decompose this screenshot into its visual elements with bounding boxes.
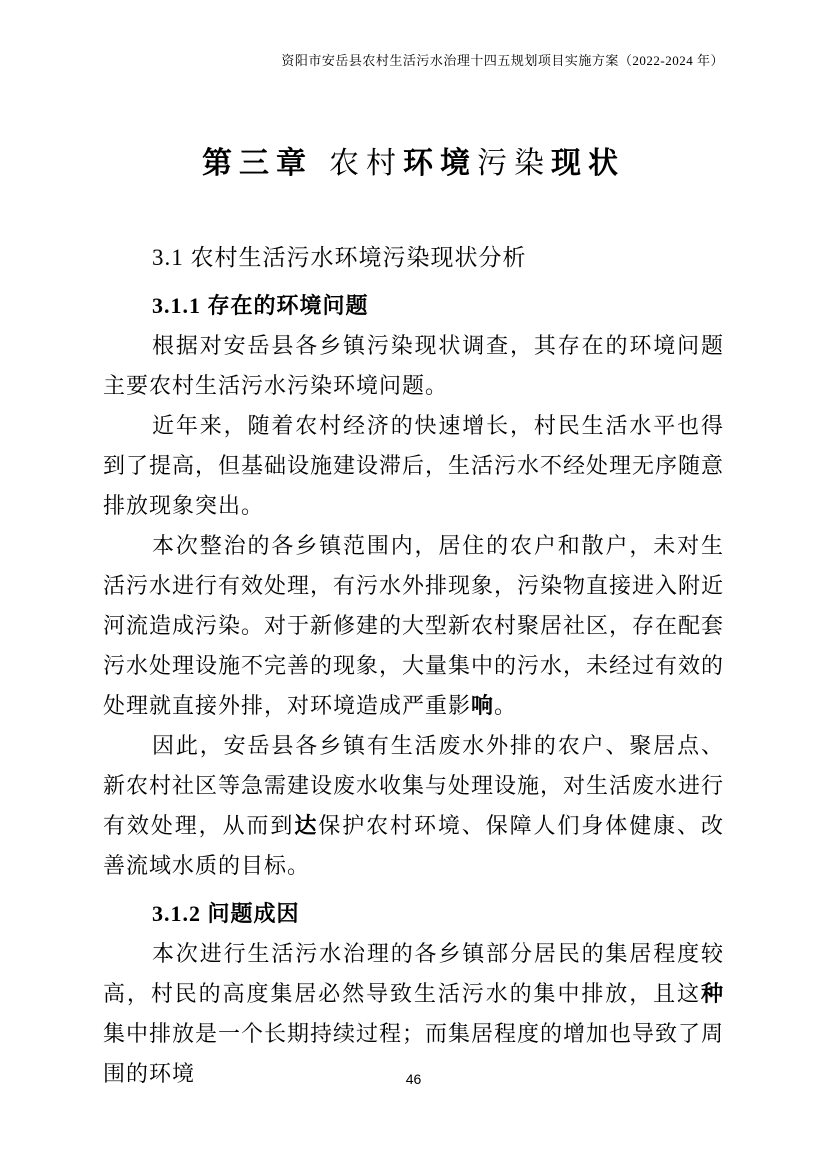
title-text-run: 环境 [403,147,477,180]
bold-text-run: 达 [294,813,319,838]
running-header: 资阳市安岳县农村生活污水治理十四五规划项目实施方案（2022-2024 年） [281,53,724,68]
text-run: 。 [494,693,518,718]
paragraph-existing-problems-4 [103,726,724,886]
text-run: 保护农村环境、保障人们身体健康、改善流域水质的目标。 [103,813,724,878]
text-run: 本次整治的各乡镇范围内，居住的农户和散户，未对生活污水进行有效处理，有污水外排现象，污染物直接进入附近河流造成污染。对于新修建的大型新农村聚居社区，存在配套污水处理设施不完善的现象，大量集中的污水，未经过有效的处理就直接外排，对环境造成严重影 [103,533,725,718]
section-3-1-2-heading: 3.1.2 问题成因 [152,901,300,926]
title-text-run: 污染 [477,147,551,180]
paragraph-existing-problems-3 [103,526,724,726]
section-3-1-1-heading: 3.1.1 存在的环境问题 [152,293,369,318]
bold-text-run: 响 [471,693,495,718]
paragraph-existing-problems-1: 根据对安岳县各乡镇污染现状调查，其存在的环境问题主要农村生活污水污染环境问题。 [103,333,724,398]
document-body [103,238,724,1094]
chapter-title-number: 第三章 [202,147,313,180]
text-run: 因此，安岳县各乡镇有生活废水外排的农户、聚居点、新农村社区等急需建设废水收集与处理设施，对生活废水进行有效处理，从而到 [103,733,725,838]
title-text-run: 现状 [551,147,625,180]
section-3-1-heading: 3.1 农村生活污水环境污染现状分析 [152,245,527,270]
paragraph-existing-problems-2: 近年来，随着农村经济的快速增长，村民生活水平也得到了提高，但基础设施建设滞后，生活污水不经处理无序随意排放现象突出。 [103,413,725,518]
title-text-run: 农村 [329,147,403,180]
chapter-title [0,142,827,186]
text-run: 本次进行生活污水治理的各乡镇部分居民的集居程度较高，村民的高度集居必然导致生活污水的集中排放，且这 [103,941,724,1006]
bold-text-run: 种 [700,981,724,1006]
text-run: 集中排放是一个长期持续过程；而集居程度的增加也导致了周围的环境 [103,1021,725,1086]
paragraph-problem-causes-1 [103,934,724,1094]
page-number: 46 [405,1071,422,1087]
